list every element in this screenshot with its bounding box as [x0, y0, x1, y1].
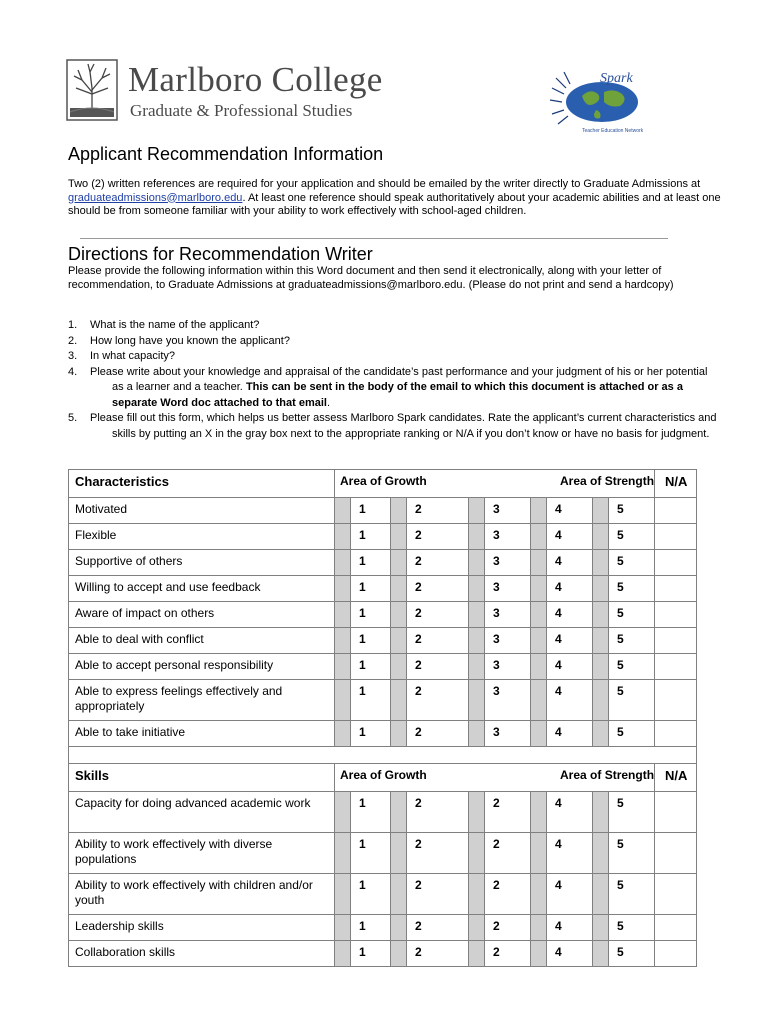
rating-checkbox[interactable] [335, 680, 351, 721]
rating-table [68, 469, 697, 967]
rating-checkbox[interactable] [531, 680, 547, 721]
rating-number: 2 [407, 498, 469, 524]
rating-number: 1 [351, 680, 391, 721]
rating-checkbox[interactable] [531, 524, 547, 550]
rating-number: 1 [351, 602, 391, 628]
spark-label: Spark [600, 71, 633, 86]
rating-checkbox[interactable] [593, 628, 609, 654]
rating-checkbox[interactable] [531, 602, 547, 628]
rating-checkbox[interactable] [593, 721, 609, 747]
rating-number: 5 [609, 792, 655, 833]
rating-number: 2 [485, 833, 531, 874]
rating-checkbox[interactable] [391, 628, 407, 654]
list-item: 2. How long have you known the applicant? [68, 334, 290, 347]
rating-number: 4 [547, 792, 593, 833]
spark-tagline: Teacher Education Network [582, 128, 644, 134]
requirements-paragraph: Two (2) written references are required for your application and should be emailed by the writer directly to Graduate Admissions at graduateadmissions@marlboro.edu. At least one reference should speak authoritatively about your academic abilities and at least one should be from someone familiar with your ability to work effectively with school-aged children. [68, 178, 721, 217]
spark-globe-icon [548, 66, 644, 136]
rating-checkbox[interactable] [593, 915, 609, 941]
na-box[interactable] [655, 915, 697, 941]
table-row [69, 915, 697, 941]
rating-checkbox[interactable] [391, 833, 407, 874]
row-label: Ability to work effectively with children and/or youth [69, 874, 335, 915]
rating-number: 5 [609, 550, 655, 576]
row-label: Flexible [69, 524, 335, 550]
rating-number: 3 [485, 680, 531, 721]
rating-checkbox[interactable] [391, 915, 407, 941]
na-box[interactable] [655, 550, 697, 576]
rating-number: 5 [609, 654, 655, 680]
rating-number: 2 [485, 792, 531, 833]
rating-number: 4 [547, 498, 593, 524]
rating-checkbox[interactable] [335, 721, 351, 747]
rating-checkbox[interactable] [531, 576, 547, 602]
rating-checkbox[interactable] [593, 576, 609, 602]
rating-number: 2 [407, 833, 469, 874]
rating-checkbox[interactable] [335, 576, 351, 602]
table-row [69, 792, 697, 833]
rating-checkbox[interactable] [531, 550, 547, 576]
rating-number: 4 [547, 550, 593, 576]
rating-number: 5 [609, 524, 655, 550]
rating-number: 4 [547, 680, 593, 721]
area-of-growth-label: Area of Growth [335, 470, 531, 498]
rating-number: 2 [407, 654, 469, 680]
rating-number: 5 [609, 915, 655, 941]
table-row [69, 721, 697, 747]
rating-number: 4 [547, 628, 593, 654]
rating-checkbox[interactable] [469, 654, 485, 680]
table-row [69, 498, 697, 524]
row-label: Supportive of others [69, 550, 335, 576]
email-link[interactable]: graduateadmissions@marlboro.edu [68, 191, 243, 204]
rating-number: 4 [547, 524, 593, 550]
rating-number: 1 [351, 498, 391, 524]
table-row [69, 602, 697, 628]
table-row [69, 654, 697, 680]
rating-checkbox[interactable] [335, 941, 351, 967]
rating-number: 1 [351, 524, 391, 550]
table-row [69, 941, 697, 967]
rating-checkbox[interactable] [391, 498, 407, 524]
rating-checkbox[interactable] [593, 792, 609, 833]
rating-checkbox[interactable] [335, 628, 351, 654]
row-label: Aware of impact on others [69, 602, 335, 628]
rating-checkbox[interactable] [391, 941, 407, 967]
rating-checkbox[interactable] [531, 941, 547, 967]
rating-number: 2 [407, 792, 469, 833]
rating-number: 3 [485, 498, 531, 524]
rating-checkbox[interactable] [469, 833, 485, 874]
rating-number: 4 [547, 915, 593, 941]
rating-checkbox[interactable] [469, 915, 485, 941]
table-row [69, 550, 697, 576]
rating-number: 3 [485, 721, 531, 747]
row-label: Motivated [69, 498, 335, 524]
rating-number: 2 [407, 576, 469, 602]
rating-checkbox[interactable] [469, 680, 485, 721]
rating-checkbox[interactable] [531, 915, 547, 941]
rating-checkbox[interactable] [531, 833, 547, 874]
na-box[interactable] [655, 833, 697, 874]
rating-number: 2 [407, 680, 469, 721]
rating-number: 5 [609, 576, 655, 602]
college-subtitle: Graduate & Professional Studies [130, 101, 353, 120]
row-label: Ability to work effectively with diverse populations [69, 833, 335, 874]
rating-checkbox[interactable] [593, 654, 609, 680]
rating-checkbox[interactable] [469, 602, 485, 628]
rating-checkbox[interactable] [335, 550, 351, 576]
rating-number: 1 [351, 833, 391, 874]
college-name: Marlboro College [128, 60, 383, 99]
rating-checkbox[interactable] [335, 792, 351, 833]
rating-number: 3 [485, 628, 531, 654]
table-row [69, 524, 697, 550]
rating-number: 4 [547, 941, 593, 967]
na-label: N/A [655, 470, 697, 498]
rating-checkbox[interactable] [335, 915, 351, 941]
section-title-directions: Directions for Recommendation Writer [68, 244, 373, 264]
na-box[interactable] [655, 498, 697, 524]
section-heading: Skills [69, 764, 335, 792]
rating-checkbox[interactable] [391, 550, 407, 576]
rating-number: 1 [351, 628, 391, 654]
table-row [69, 680, 697, 721]
row-label: Capacity for doing advanced academic work [69, 792, 335, 833]
rating-number: 1 [351, 721, 391, 747]
rating-checkbox[interactable] [593, 874, 609, 915]
na-box[interactable] [655, 576, 697, 602]
row-label: Able to accept personal responsibility [69, 654, 335, 680]
rating-checkbox[interactable] [469, 941, 485, 967]
rating-number: 4 [547, 874, 593, 915]
rating-number: 2 [407, 602, 469, 628]
table-row [69, 874, 697, 915]
rating-number: 2 [485, 915, 531, 941]
rating-number: 3 [485, 524, 531, 550]
rating-number: 1 [351, 654, 391, 680]
row-label: Able to take initiative [69, 721, 335, 747]
rating-number: 5 [609, 602, 655, 628]
table-header-row [69, 470, 697, 498]
tree-icon [66, 58, 118, 122]
rating-number: 5 [609, 628, 655, 654]
rating-number: 2 [407, 524, 469, 550]
rating-number: 2 [407, 874, 469, 915]
na-box[interactable] [655, 524, 697, 550]
rating-checkbox[interactable] [593, 498, 609, 524]
rating-checkbox[interactable] [335, 874, 351, 915]
rating-checkbox[interactable] [531, 628, 547, 654]
table-row [69, 833, 697, 874]
rating-checkbox[interactable] [531, 874, 547, 915]
na-box[interactable] [655, 721, 697, 747]
rating-checkbox[interactable] [593, 602, 609, 628]
rating-number: 1 [351, 874, 391, 915]
rating-number: 4 [547, 654, 593, 680]
rating-checkbox[interactable] [335, 602, 351, 628]
rating-checkbox[interactable] [593, 833, 609, 874]
rating-checkbox[interactable] [335, 498, 351, 524]
rating-checkbox[interactable] [593, 941, 609, 967]
rating-checkbox[interactable] [335, 524, 351, 550]
rating-checkbox[interactable] [531, 654, 547, 680]
divider [80, 238, 668, 239]
row-label: Leadership skills [69, 915, 335, 941]
row-label: Collaboration skills [69, 941, 335, 967]
table-row [69, 628, 697, 654]
rating-number: 2 [407, 550, 469, 576]
rating-number: 3 [485, 654, 531, 680]
rating-number: 1 [351, 576, 391, 602]
rating-number: 2 [407, 915, 469, 941]
list-item: 1. What is the name of the applicant? [68, 319, 260, 331]
rating-number: 2 [407, 941, 469, 967]
rating-number: 4 [547, 602, 593, 628]
na-box[interactable] [655, 792, 697, 833]
rating-checkbox[interactable] [391, 524, 407, 550]
section-title-recommendation-info: Applicant Recommendation Information [68, 144, 384, 164]
rating-checkbox[interactable] [469, 792, 485, 833]
rating-number: 5 [609, 874, 655, 915]
rating-number: 4 [547, 833, 593, 874]
spacer-row [69, 747, 697, 764]
na-box[interactable] [655, 680, 697, 721]
rating-number: 3 [485, 602, 531, 628]
rating-number: 5 [609, 721, 655, 747]
rating-checkbox[interactable] [391, 874, 407, 915]
rating-number: 3 [485, 576, 531, 602]
rating-checkbox[interactable] [335, 833, 351, 874]
directions-intro: Please provide the following information within this Word document and then send it electronically, along with your letter of recommendation, to Graduate Admissions at graduateadmissions@marlboro.edu. (Please do not print and send a hardcopy) [68, 265, 674, 291]
rating-checkbox[interactable] [469, 524, 485, 550]
rating-checkbox[interactable] [391, 680, 407, 721]
area-of-strength-label: Area of Strength [531, 470, 655, 498]
rating-number: 5 [609, 680, 655, 721]
rating-number: 4 [547, 721, 593, 747]
rating-checkbox[interactable] [531, 721, 547, 747]
area-of-growth-label: Area of Growth [335, 764, 531, 792]
na-label: N/A [655, 764, 697, 792]
na-box[interactable] [655, 654, 697, 680]
rating-number: 1 [351, 792, 391, 833]
list-item: 3. In what capacity? [68, 350, 175, 362]
rating-number: 5 [609, 941, 655, 967]
rating-checkbox[interactable] [531, 498, 547, 524]
rating-checkbox[interactable] [391, 576, 407, 602]
row-label: Willing to accept and use feedback [69, 576, 335, 602]
na-box[interactable] [655, 602, 697, 628]
rating-checkbox[interactable] [593, 550, 609, 576]
rating-number: 1 [351, 550, 391, 576]
rating-checkbox[interactable] [593, 524, 609, 550]
rating-checkbox[interactable] [335, 654, 351, 680]
rating-checkbox[interactable] [391, 792, 407, 833]
rating-checkbox[interactable] [469, 498, 485, 524]
table-header-row [69, 764, 697, 792]
area-of-strength-label: Area of Strength [531, 764, 655, 792]
directions-list [68, 318, 718, 442]
row-label: Able to deal with conflict [69, 628, 335, 654]
row-label: Able to express feelings effectively and appropriately [69, 680, 335, 721]
rating-checkbox[interactable] [531, 792, 547, 833]
rating-checkbox[interactable] [469, 721, 485, 747]
marlboro-logo [66, 58, 396, 126]
rating-checkbox[interactable] [469, 576, 485, 602]
rating-number: 2 [407, 721, 469, 747]
rating-checkbox[interactable] [391, 721, 407, 747]
table-row [69, 576, 697, 602]
list-item: 4. Please write about your knowledge and appraisal of the candidate’s past performance and your judgment of his or her potential as a learner and a teacher. This can be sent in the body of the email to which this document is attached or as a separate Word doc attached to that email. [68, 365, 708, 409]
list-item: 5. Please fill out this form, which helps us better assess Marlboro Spark candidates. Rate the applicant’s current characteristics and skills by putting an X in the gray box next to the appropriate ranking or N/A if you don’t know or have no basis for judgment. [68, 412, 717, 440]
rating-number: 5 [609, 498, 655, 524]
rating-checkbox[interactable] [469, 628, 485, 654]
na-box[interactable] [655, 874, 697, 915]
rating-checkbox[interactable] [469, 550, 485, 576]
section-heading: Characteristics [69, 470, 335, 498]
rating-number: 1 [351, 915, 391, 941]
rating-number: 5 [609, 833, 655, 874]
rating-checkbox[interactable] [391, 602, 407, 628]
rating-checkbox[interactable] [391, 654, 407, 680]
rating-checkbox[interactable] [593, 680, 609, 721]
na-box[interactable] [655, 941, 697, 967]
rating-number: 4 [547, 576, 593, 602]
rating-number: 3 [485, 550, 531, 576]
rating-number: 2 [485, 874, 531, 915]
rating-number: 1 [351, 941, 391, 967]
rating-number: 2 [407, 628, 469, 654]
na-box[interactable] [655, 628, 697, 654]
rating-checkbox[interactable] [469, 874, 485, 915]
rating-number: 2 [485, 941, 531, 967]
